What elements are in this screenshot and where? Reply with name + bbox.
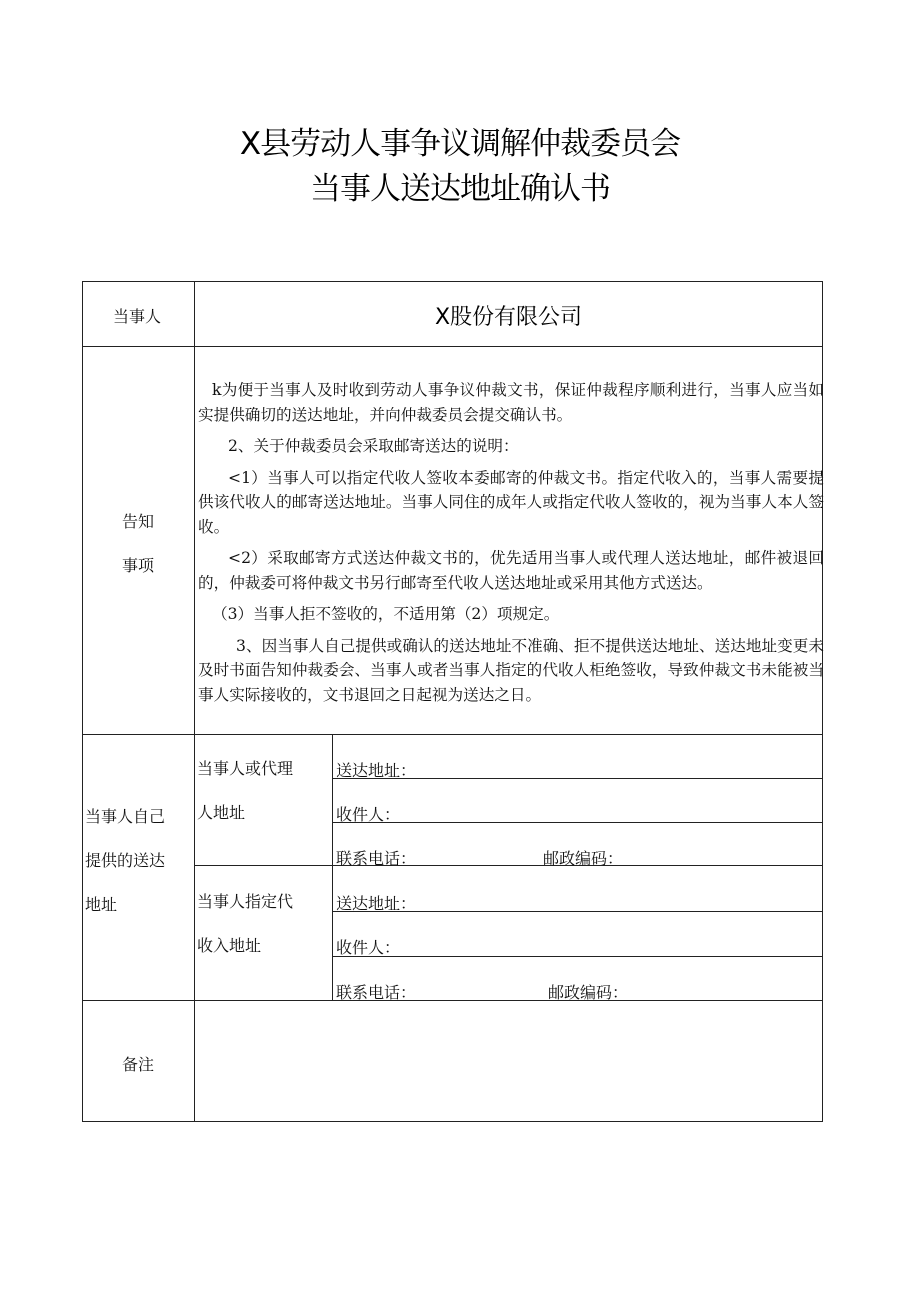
party-name: X股份有限公司 xyxy=(434,305,583,330)
notice-label-line1: 告知 xyxy=(122,512,155,531)
notice-paragraph: <1）当事人可以指定代收人签收本委邮寄的仲裁文书。指定代收入的，当事人需要提供该代收人的邮寄送达地址。当事人同住的成年人或指定代收人签收的，视为当事人本人签收。 xyxy=(198,468,824,536)
row-divider xyxy=(332,956,823,957)
remarks-label: 备注 xyxy=(122,1055,155,1074)
group2-address-field[interactable]: 送达地址： xyxy=(336,894,417,913)
group1-phone-field[interactable]: 联系电话： xyxy=(336,849,417,868)
group1-label-line1: 当事人或代理 xyxy=(197,759,294,778)
group2-phone-field[interactable]: 联系电话： xyxy=(336,983,417,1002)
column-divider xyxy=(194,281,195,1122)
party-label: 当事人 xyxy=(113,307,162,326)
document-title-line2: 当事人送达地址确认书 xyxy=(310,171,610,207)
document-title-line1: X县劳动人事争议调解仲裁委员会 xyxy=(239,126,681,162)
notice-paragraph: <2）采取邮寄方式送达仲裁文书的，优先适用当事人或代理人送达地址，邮件被退回的，仲裁委可将仲裁文书另行邮寄至代收人送达地址或采用其他方式送达。 xyxy=(198,549,824,592)
address-section-label-line3: 地址 xyxy=(85,895,118,914)
notice-paragraph: 3、因当事人自己提供或确认的送达地址不准确、拒不提供送达地址、送达地址变更未及时书面告知仲裁委会、当事人或者当事人指定的代收人柜绝签收，导致仲裁文书未能被当事人实际接收的，文书退回之日起视为送达之日。 xyxy=(198,636,824,704)
address-section-label-line2: 提供的送达 xyxy=(85,851,166,870)
group1-recipient-field[interactable]: 收件人： xyxy=(336,805,401,824)
column-divider xyxy=(332,734,333,1000)
group1-postcode-field[interactable]: 邮政编码： xyxy=(543,849,624,868)
row-divider xyxy=(194,865,823,866)
notice-text xyxy=(198,378,824,714)
row-divider xyxy=(332,822,823,823)
group1-address-field[interactable]: 送达地址： xyxy=(336,761,417,780)
notice-label-line2: 事项 xyxy=(122,556,155,575)
group2-postcode-field[interactable]: 邮政编码： xyxy=(548,983,629,1002)
address-section-label-line1: 当事人自己 xyxy=(85,807,166,826)
remarks-field[interactable] xyxy=(195,1001,822,1121)
notice-paragraph: 2、关于仲裁委员会采取邮寄送达的说明： xyxy=(228,437,519,455)
group2-recipient-field[interactable]: 收件人： xyxy=(336,938,401,957)
notice-paragraph: k为便于当事人及时收到劳动人事争议仲裁文书，保证仲裁程序顺利进行，当事人应当如实提供确切的送达地址，并向仲裁委员会提交确认书。 xyxy=(198,381,824,424)
group2-label-line2: 收入地址 xyxy=(197,936,262,955)
notice-paragraph: （3）当事人拒不签收的，不适用第（2）项规定。 xyxy=(212,605,560,623)
group2-label-line1: 当事人指定代 xyxy=(197,892,294,911)
group1-label-line2: 人地址 xyxy=(197,803,246,822)
